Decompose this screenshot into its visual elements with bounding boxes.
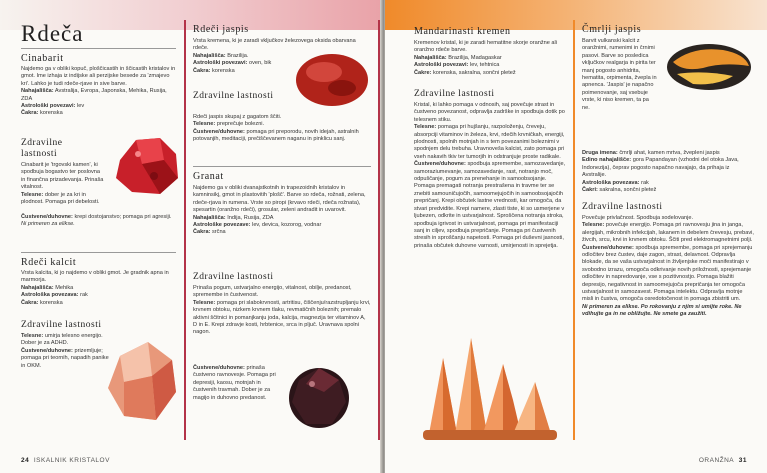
kalcit-healing-title: Zdravilne lastnosti bbox=[21, 320, 102, 330]
column-rule bbox=[184, 20, 186, 440]
crmlji-body-intro: Barvit vulkanski kalcit z oranžnimi, rumenimi in črnimi pasovi. Barve so posledica vključkov realgarja in pirita ter manj pogosto anhidrita, hematita, orpimenta, žvepla in apnenca. 'Jaspis' je napačno poimenovanje, saj vsebuje vrste, ki niso kremen, ta pa ne. bbox=[582, 38, 657, 111]
granat-title: Granat bbox=[193, 171, 224, 182]
granat-healing-body: Prinaša pogum, ustvarjalno energijo, vitalnost, obilje, predanost, spremembe in čustvenost. Telesne: pomaga pri slabokrvnosti, artritisu, čiščenju/razstrupljanju krvi, krvnem obtoku, nizkem krvnem tlaku, revmatičnih boleznih; premalo aktivni ščitnici in pomanjkanju joda, kalcija, magnezija ter vitaminov A, D in E. Krepi zdravje kosti, hrbtenice, srca in pljuč. Uravnava spolni nagon. bbox=[193, 285, 371, 336]
jaspis-title: Rdeči jaspis bbox=[193, 24, 249, 35]
garnet-stone-image bbox=[284, 362, 354, 434]
kremen-healing-body: Kristal, ki lahko pomaga v odnosih, saj povečuje strast in čustveno povezanost, odpravlja zadrške in spodbuja dotik po telesnem stiku. Telesne: pomaga pri hujšanju, razpoloženju, čreveju, absorpciji vitaminov in železa, krvi, rdečih krvničkah, energiji, plodnosti, spolnih motnjah in s tem povezanimi boleznimi v spodnjem delu trebuha. Uravnoveša kalcist, zato pomaga pri vseh nakavih tkiv ter tumorjih in odstranjuje proste radikale. Čustvene/duhovne: spodbuja spremembe, samozavedanje, samoraziumevanje, samozavedanje, rast, notranjo moč, odpuščanje, pogum za prenehanje in samoobsojanje. Pomaga premagati notranja prestrašena in travme ter se znebiti samouničujočih, samoomejujočih in samoobsojajočih prepričanj. Krepi občutek lastne vrednosti, kar omogoča, da stvari predvidite. Krepi namere, zlasti tiste, ki so usmerjene v ljubezen, odkrite in ustvarjalnost. Sproščena notranja stroka, spodbuja igrivost in ustvarjalnost, pomaga pri manifestaciji sanj in ciljev, spodbuja prepričanje. Pomaga pri čustvenih stresih in sproščanju napetosti. Pomaga pri duševni jasnosti, prinaša občutek duhovne varnosti, umirjenosti in sprejetja. bbox=[414, 102, 566, 249]
granat-healing-title: Zdravilne lastnosti bbox=[193, 272, 274, 282]
crmlji-healing-body: Povečuje privlačnost. Spodbuja sodelovanje. Telesne: povečuje energijo. Pomaga pri ravnovesju jina in janga, alergijah, mikrobnih infekcijah, lakanem in debelem črevesju, prebavi, živcih, srcu, krvi in krvnem obtoku. Ščiti pred elektromagnetnimi polji. Čustvene/duhovne: spodbuja spremembe, pomaga pri sprejemanju odločitev brez čustev, daje zagon, strast, delavnost. Odpravlja blokade, da se vaša ustvarjalnost in življenjske moči manifestirajo v svobodno izrazu, omogoča odkrivanje novih priložnosti, sprejemanje odločitev in napredovanje, vse s pozitivnostjo. Pomaga blažiti depresijo, negativnost in samoomejujoča prepričanja ter omogoča ustvarjalnost in samozavest. Pomaga intelektu. Odpravlja motnje misli in čustva, omogoča osredotočenost in pomaga zbistriti um. Ni primeren za elikse. Po rokovanju z njim si umijte roke. Ne vdihujte ga in ne obližujte. Ne smete ga zaužiti. bbox=[582, 215, 754, 318]
jaspis-healing-title: Zdravilne lastnosti bbox=[193, 91, 274, 101]
section-title: Rdeča bbox=[21, 21, 84, 46]
column-rule bbox=[573, 20, 575, 440]
divider bbox=[21, 252, 176, 253]
crmlji-healing-title: Zdravilne lastnosti bbox=[582, 202, 663, 212]
cinabarit-healing-body: Cinabarit je 'trgovski kamen', ki spodbuja bogastvo ter poslovna in finančna prizadevanja. Prinaša vitalnost. Telesne: dober je za kri in plodnost. Pomaga pri debelosti. bbox=[21, 162, 104, 206]
red-jasper-stone-image bbox=[290, 44, 372, 112]
crmlji-title: Čmrlji jaspis bbox=[582, 24, 642, 35]
kalcit-body: Vrsta kalcita, ki jo najdemo v obliki gmot. Je gradnik apna in marmorja. Nahajališča: Mehika Astrološka povezava: rak Čakra: korenska bbox=[21, 270, 169, 306]
granat-spiritual: Čustvene/duhovne: prinaša čustveno ravnovesje. Pomaga pri depresiji, kaosu, motnjah in čustvenih travmah. Dober je za magijo in duhovno predanost. bbox=[193, 365, 276, 401]
kremen-healing-title: Zdravilne lastnosti bbox=[414, 89, 495, 99]
cinabarit-title: Cinabarit bbox=[21, 53, 64, 64]
cinabarit-body: Najdemo ga v obliki kopuč, ploščicastih in ščicastih kristalov in gmot. Ime izhaja iz indijske ali perzijske besede za 'zmajevo kri'. Lahko je tudi rdeče-rjave in sive barve. Nahajališča: Avstralija, Evropa, Japonska, Mehika, Rusija, ZDA Astrološki povezavi: lev Čakra: korenska bbox=[21, 66, 176, 117]
kalcit-healing-body: Telesne: umirja telesno energijo. Dober je za ADHD. Čustvene/duhovne: prizemljuje; pomaga pri teornih, napadih panike in OKM. bbox=[21, 333, 109, 369]
kremen-title: Mandarinasti kremen bbox=[414, 26, 511, 37]
left-page bbox=[0, 0, 382, 473]
right-page bbox=[385, 0, 767, 473]
divider bbox=[21, 48, 176, 49]
right-footer: ORANŽNA 31 bbox=[698, 457, 747, 464]
cinabarit-stone-image bbox=[108, 130, 183, 200]
kalcit-title: Rdeči kalcit bbox=[21, 257, 77, 268]
kremen-body: Kremenov kristal, ki je zaradi hematitne skorje oranžne ali oranžno rdeče barve. Nahajališča: Brazilija, Madagaskar Astrološki povezavi: lev, tehtnica Čakre: korenska, sakralna, sončni pletež bbox=[414, 40, 558, 76]
cinabarit-healing-title: Zdravilne lastnosti bbox=[21, 138, 63, 159]
bumblebee-jasper-image bbox=[663, 40, 755, 94]
crmlji-details: Druga imena: čmrlji ahat, kamen mrtva, žvepleni jaspis Edino nahajališče: gora Papandayan (vzhodni del otoka Java, Indonezija), čeprav pogosto napačno navajajo, da prihaja iz Avstralije. Astrološka povezava: rak Čakri: sakralna, sončni pletež bbox=[582, 150, 739, 194]
jaspis-body: Vrsta kremena, ki je zaradi vključkov železovega oksida obarvana rdeče. bbox=[193, 38, 356, 52]
jaspis-details: Nahajališča: Brazilija. Astrološki povezavi: oven, bik Čakra: korenska bbox=[193, 53, 272, 74]
cinabarit-spiritual: Čustvene/duhovne: krepi dostojanstvo; pomaga pri agresiji. Ni primeren za elikse. bbox=[21, 214, 172, 228]
granat-body: Najdemo ga v obliki dvanajstkotnih in trapezoidnih kristalov in kamninsikj, gmot in plastovitih 'plošč'. Barve so rdeča, rožnati, zelena, rdeče-rjava in rumena. Vrste so piropi (krvavo rdeči, rdeča rožnata), spesartin (oranžno rdeči), grosular, zeleni andradit in uvarovit. Nahajališča: Indija, Rusija, ZDA Astrološke povezave: lev, devica, kozorog, vodnar Čakra: srčna bbox=[193, 185, 366, 236]
tangerine-quartz-image bbox=[409, 322, 567, 447]
red-calcite-stone-image bbox=[100, 336, 182, 426]
divider bbox=[193, 166, 371, 167]
left-footer: 24 ISKALNIK KRISTALOV bbox=[21, 457, 110, 464]
jaspis-healing-body: Rdeči jaspis skupaj z gagatom ščiti. Telesne: preprečuje bolezni. Čustvene/duhovne: pomaga pri preporodu, novih idejah, astralnih potovanjih, meditaciji, prečiščevanem naganu in pinklicu sanj. bbox=[193, 114, 359, 143]
